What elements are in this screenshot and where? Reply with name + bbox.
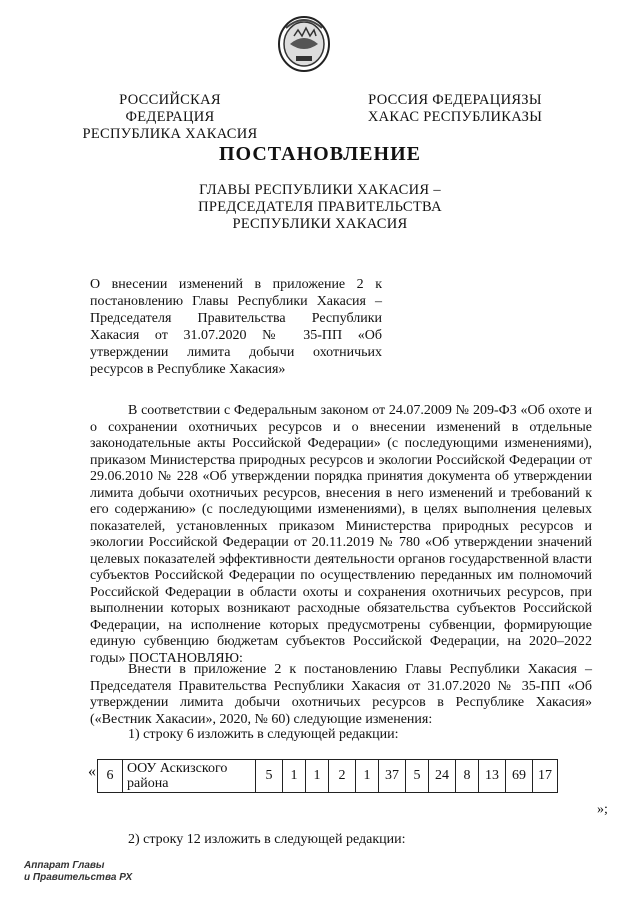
body-paragraph-2: [90, 662, 592, 728]
limit-table-row: [97, 759, 558, 793]
table-cell: 8: [456, 760, 479, 793]
header-right-line2: ХАКАС РЕСПУБЛИКАЗЫ: [367, 109, 543, 125]
table-cell: 1: [283, 760, 306, 793]
subtitle-line2: ПРЕДСЕДАТЕЛЯ ПРАВИТЕЛЬСТВА: [198, 199, 442, 215]
table-cell: 37: [379, 760, 406, 793]
header-left-line1: РОССИЙСКАЯ ФЕДЕРАЦИЯ: [119, 92, 221, 125]
table-cell: 5: [256, 760, 283, 793]
item-2-text: 2) строку 12 изложить в следующей редакции:: [128, 832, 406, 847]
table-cell: 69: [506, 760, 533, 793]
table-quote-close: »;: [597, 802, 608, 817]
office-stamp: [24, 860, 132, 884]
subtitle-line1: ГЛАВЫ РЕСПУБЛИКИ ХАКАСИЯ –: [199, 182, 441, 198]
table-cell: 5: [406, 760, 429, 793]
subtitle-line3: РЕСПУБЛИКИ ХАКАСИЯ: [232, 216, 408, 232]
stamp-line1: Аппарат Главы: [24, 860, 105, 871]
header-right-line1: РОССИЯ ФЕДЕРАЦИЯЗЫ: [368, 92, 542, 108]
table-quote-open: «: [88, 763, 96, 780]
body-item-2: [90, 832, 592, 849]
table-cell: 2: [329, 760, 356, 793]
table-cell: 1: [306, 760, 329, 793]
table-cell: 17: [533, 760, 558, 793]
body-paragraph-1: [90, 403, 592, 667]
header-left: [80, 92, 260, 143]
document-subject: [90, 276, 382, 378]
paragraph-2-text: Внести в приложение 2 к постановлению Главы Республики Хакасия – Председателя Правительства Республики Хакасия от 31.07.2020 № 35-ПП «Об утверждении лимита добычи охотничьих ресурсов в Республике Хакасия» («Вестник Хакасии», 2020, № 60) следующие изменения:: [90, 662, 592, 727]
header-left-line2: РЕСПУБЛИКА ХАКАСИЯ: [82, 126, 258, 142]
table-cell-number: 6: [98, 760, 123, 793]
document-title: ПОСТАНОВЛЕНИЕ: [219, 143, 421, 165]
table-cell-name: ООУ Аскизского района: [123, 760, 256, 793]
document-subtitle: [120, 182, 520, 233]
body-item-1: [90, 727, 592, 744]
subject-text: О внесении изменений в приложение 2 к постановлению Главы Республики Хакасия – Председателя Правительства Республики Хакасия от 31.07.2020 № 35-ПП «Об утверждении лимита добычи охотничьих ресурсов в Республике Хакасия»: [90, 277, 382, 377]
table-cell: 1: [356, 760, 379, 793]
header-right: [360, 92, 550, 126]
item-1-text: 1) строку 6 изложить в следующей редакции:: [128, 727, 399, 742]
paragraph-1-text: В соответствии с Федеральным законом от 24.07.2009 № 209-ФЗ «Об охоте и о сохранении охотничьих ресурсов и о внесении изменений в отдельные законодательные акты Российской Федерации» (с последующими изменениями), приказом Министерства природных ресурсов и экологии Российской Федерации от 29.06.2010 № 228 «Об утверждении порядка принятия документа об утверждении лимита добычи охотничьих ресурсов, внесения в него изменений и требований к его содержанию» (с последующими изменениями), в целях выполнения целевых показателей, установленных приказом Министерства природных ресурсов и экологии Российской Федерации от 20.11.2019 № 780 «Об утверждении значений целевых показателей эффективности деятельности органов государственной власти субъектов Российской Федерации по осуществлению переданных им полномочий Российской Федерации в области охоты и сохранения охотничьих ресурсов, при выполнении которых возникают расходные обязательства субъектов Российской Федерации, на исполнение которых предусмотрены субвенции, формирующие единую субвенцию бюджетам субъектов Российской Федерации, на 2020–2022 годы» ПОСТАНОВЛЯЮ:: [90, 403, 592, 666]
coat-of-arms-emblem: [276, 14, 332, 76]
table-row: [98, 760, 558, 793]
table-cell: 24: [429, 760, 456, 793]
table-cell: 13: [479, 760, 506, 793]
stamp-line2: и Правительства РХ: [24, 872, 133, 883]
